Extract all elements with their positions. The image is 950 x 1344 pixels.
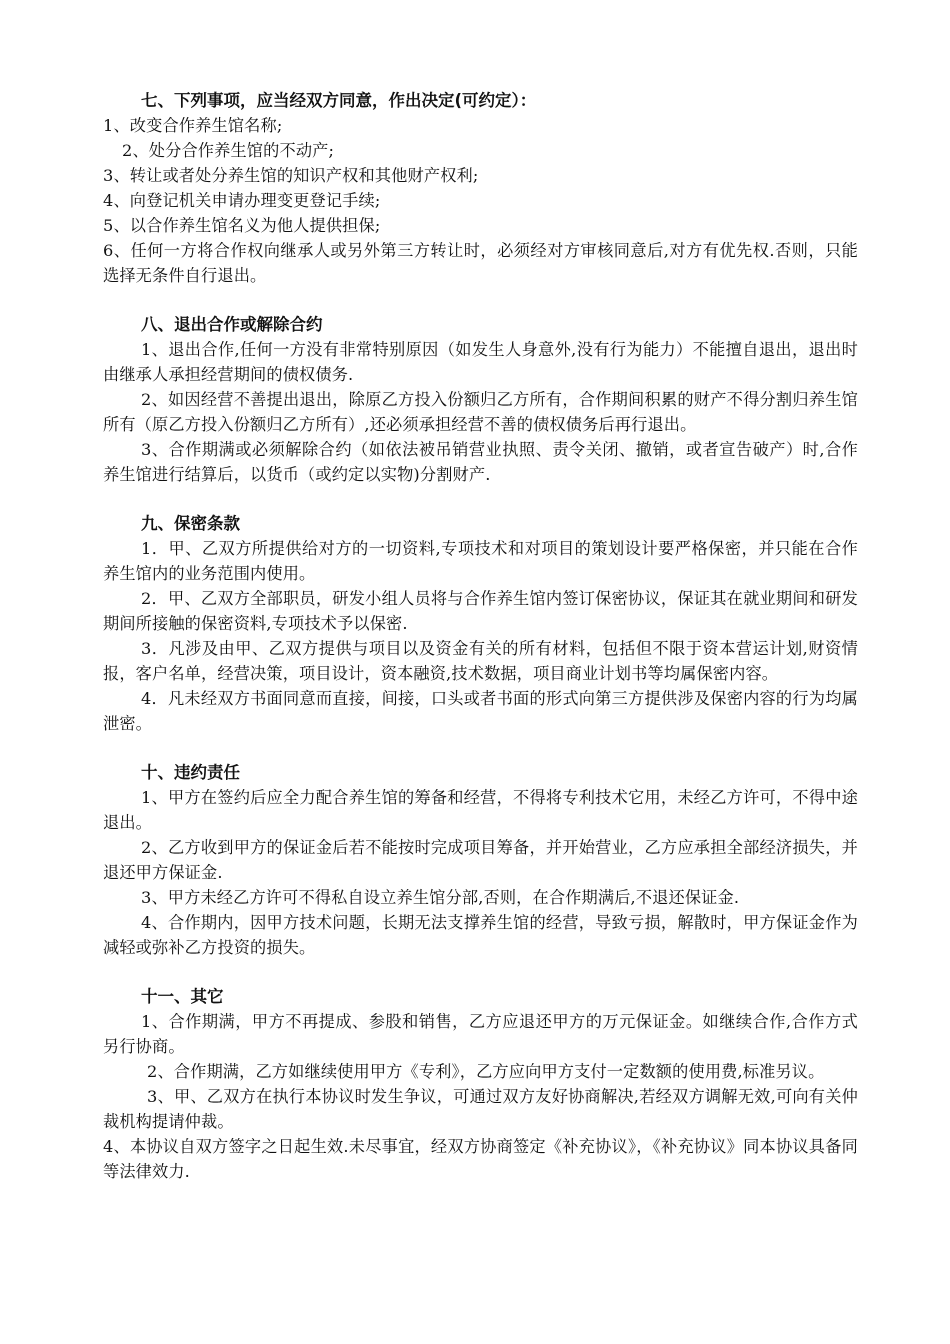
section-heading: 七、下列事项，应当经双方同意，作出决定(可约定）： [141, 91, 537, 110]
clause: 2、处分合作养生馆的不动产; [122, 141, 335, 160]
clause: 3．凡涉及由甲、乙双方提供与项目以及资金有关的所有材料，包括但不限于资本营运计划,财资情报，客户名单，经营决策，项目设计，资本融资,技术数据，项目商业计划书等均属保密内容。 [103, 639, 858, 683]
section-heading: 九、保密条款 [141, 514, 240, 533]
clause: 5、以合作养生馆名义为他人提供担保; [103, 216, 381, 235]
clause: 6、任何一方将合作权向继承人或另外第三方转让时，必须经对方审核同意后,对方有优先权.否则，只能选择无条件自行退出。 [103, 241, 858, 285]
clause: 3、合作期满或必须解除合约（如依法被吊销营业执照、责令关闭、撤销，或者宣告破产）时,合作养生馆进行结算后，以货币（或约定以实物)分割财产. [103, 440, 858, 484]
clause: 4、合作期内，因甲方技术问题，长期无法支撑养生馆的经营，导致亏损，解散时，甲方保证金作为减轻或弥补乙方投资的损失。 [103, 913, 858, 957]
section-heading: 八、退出合作或解除合约 [141, 315, 323, 334]
clause: 2、乙方收到甲方的保证金后若不能按时完成项目筹备，并开始营业，乙方应承担全部经济损失，并退还甲方保证金. [103, 838, 858, 882]
section-other [103, 984, 858, 1184]
clause: 1、甲方在签约后应全力配合养生馆的筹备和经营，不得将专利技术它用，未经乙方许可，不得中途退出。 [103, 788, 858, 832]
clause: 1、合作期满，甲方不再提成、参股和销售，乙方应退还甲方的万元保证金。如继续合作,合作方式另行协商。 [103, 1012, 858, 1056]
clause: 2、合作期满，乙方如继续使用甲方《专利》，乙方应向甲方支付一定数额的使用费,标准另议。 [147, 1062, 825, 1081]
clause: 4．凡未经双方书面同意而直接，间接，口头或者书面的形式向第三方提供涉及保密内容的行为均属泄密。 [103, 689, 858, 733]
section-withdrawal [103, 312, 858, 487]
section-heading: 十一、其它 [141, 987, 224, 1006]
clause: 2．甲、乙双方全部职员，研发小组人员将与合作养生馆内签订保密协议，保证其在就业期间和研发期间所接触的保密资料,专项技术予以保密. [103, 589, 858, 633]
clause: 4、本协议自双方签字之日起生效.未尽事宜，经双方协商签定《补充协议》，《补充协议》同本协议具备同等法律效力. [103, 1137, 858, 1181]
section-heading: 十、违约责任 [141, 763, 240, 782]
clause: 4、向登记机关申请办理变更登记手续; [103, 191, 381, 210]
clause: 3、甲、乙双方在执行本协议时发生争议，可通过双方友好协商解决,若经双方调解无效,可向有关仲裁机构提请仲裁。 [103, 1087, 858, 1131]
clause: 3、甲方未经乙方许可不得私自设立养生馆分部,否则，在合作期满后,不退还保证金. [141, 888, 740, 907]
clause: 1、改变合作养生馆名称; [103, 116, 283, 135]
clause: 2、如因经营不善提出退出，除原乙方投入份额归乙方所有，合作期间积累的财产不得分割归养生馆所有（原乙方投入份额归乙方所有）,还必须承担经营不善的债权债务后再行退出。 [103, 390, 858, 434]
clause: 1．甲、乙双方所提供给对方的一切资料,专项技术和对项目的策划设计要严格保密，并只能在合作养生馆内的业务范围内使用。 [103, 539, 858, 583]
clause: 3、转让或者处分养生馆的知识产权和其他财产权利; [103, 166, 479, 185]
clause: 1、退出合作,任何一方没有非常特别原因（如发生人身意外,没有行为能力）不能擅自退出，退出时由继承人承担经营期间的债权债务. [103, 340, 858, 384]
section-liability [103, 760, 858, 960]
section-decisions [103, 88, 858, 288]
section-confidentiality [103, 511, 858, 736]
